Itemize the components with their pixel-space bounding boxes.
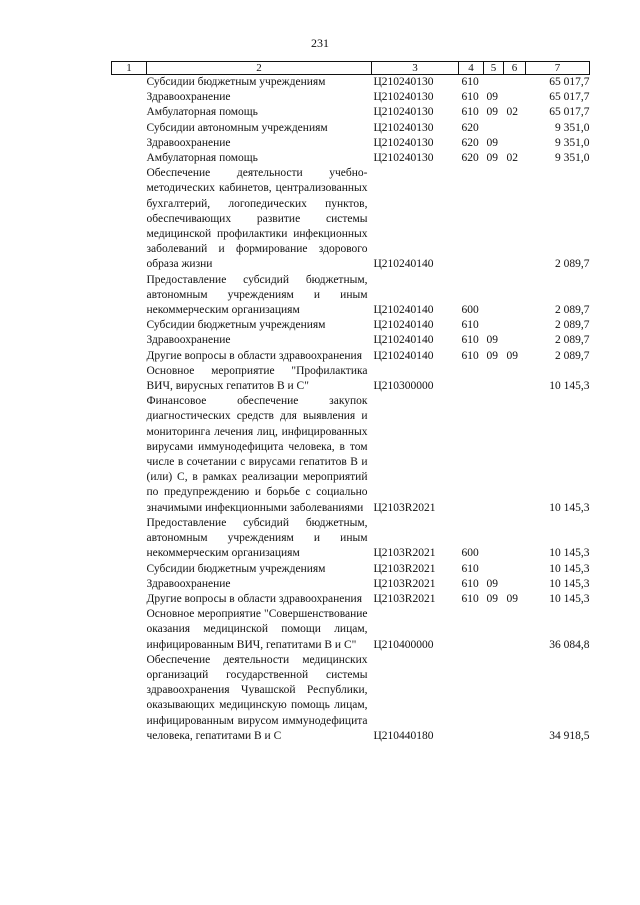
expense-type: 610 <box>461 349 479 362</box>
subsection <box>504 562 526 577</box>
header-col-7: 7 <box>526 62 590 75</box>
item-name: Субсидии бюджетным учреждениям <box>146 562 326 575</box>
target-code: Ц210240140 <box>373 349 434 362</box>
section <box>484 653 504 744</box>
empty-cell <box>112 592 147 607</box>
item-name: Другие вопросы в области здравоохранения <box>146 349 362 362</box>
header-col-6: 6 <box>504 62 526 75</box>
empty-cell <box>112 394 147 516</box>
amount: 36 084,8 <box>549 638 590 651</box>
target-code: Ц2103R2021 <box>373 501 436 514</box>
target-code: Ц210240130 <box>373 106 434 119</box>
amount: 2 089,7 <box>555 319 590 332</box>
item-name: Предоставление субсидий бюджетным, автономным учреждениям и иным некоммерческим организациям <box>146 516 368 560</box>
subsection <box>504 516 526 562</box>
table-row <box>112 653 590 744</box>
amount: 9 351,0 <box>555 121 590 134</box>
expense-type <box>459 364 484 394</box>
section: 09 <box>486 91 498 104</box>
item-name: Здравоохранение <box>146 136 231 149</box>
expense-type <box>459 653 484 744</box>
amount: 2 089,7 <box>555 334 590 347</box>
table-row <box>112 607 590 653</box>
subsection <box>504 273 526 319</box>
target-code: Ц210240130 <box>373 152 434 165</box>
table-row <box>112 121 590 136</box>
empty-cell <box>112 653 147 744</box>
amount: 2 089,7 <box>555 304 590 317</box>
expense-type: 610 <box>461 76 479 88</box>
expense-type <box>459 166 484 272</box>
section <box>484 607 504 653</box>
table-row <box>112 75 590 91</box>
subsection <box>504 394 526 516</box>
amount: 10 145,3 <box>549 501 590 514</box>
subsection <box>504 136 526 151</box>
empty-cell <box>112 90 147 105</box>
amount: 10 145,3 <box>549 592 590 605</box>
target-code: Ц210240140 <box>373 304 434 317</box>
section <box>484 562 504 577</box>
empty-cell <box>112 273 147 319</box>
section: 09 <box>486 136 498 149</box>
header-col-5: 5 <box>484 62 504 75</box>
expense-type <box>459 394 484 516</box>
subsection <box>504 333 526 348</box>
item-name: Финансовое обеспечение закупок диагностических средств для выявления и мониторинга лечения лиц, инфицированных вирусами иммунодефицита человека, в том числе в сочетании с вирусами гепатитов В и (или) С, в рамках реализации мероприятий по предупреждению и борьбе с социально значимыми инфекционными заболеваниями <box>146 395 368 514</box>
subsection <box>504 364 526 394</box>
amount: 65 017,7 <box>549 91 590 104</box>
expense-type: 610 <box>461 106 479 119</box>
empty-cell <box>112 333 147 348</box>
header-col-1: 1 <box>112 62 147 75</box>
table-row <box>112 592 590 607</box>
section: 09 <box>486 334 498 347</box>
expense-type: 610 <box>461 577 479 590</box>
table-row <box>112 105 590 120</box>
section: 09 <box>486 592 498 605</box>
section <box>484 121 504 136</box>
amount: 10 145,3 <box>549 547 590 560</box>
header-col-3: 3 <box>372 62 459 75</box>
item-name: Здравоохранение <box>146 577 231 590</box>
table-row <box>112 333 590 348</box>
section <box>484 516 504 562</box>
item-name: Обеспечение деятельности медицинских организаций государственной системы здравоохранения Чувашской Республики, оказывающих медицинскую помощь лицам, инфицированным вирусом иммунодефицита человека, гепатитами В и С <box>146 653 368 742</box>
empty-cell <box>112 75 147 91</box>
amount: 10 145,3 <box>549 380 590 393</box>
subsection <box>504 166 526 272</box>
amount: 10 145,3 <box>549 577 590 590</box>
table-row <box>112 136 590 151</box>
empty-cell <box>112 577 147 592</box>
subsection: 09 <box>506 592 518 605</box>
empty-cell <box>112 121 147 136</box>
section <box>484 75 504 91</box>
table-row <box>112 394 590 516</box>
subsection <box>504 577 526 592</box>
target-code: Ц210240130 <box>373 121 434 134</box>
item-name: Предоставление субсидий бюджетным, автономным учреждениям и иным некоммерческим организациям <box>146 273 368 317</box>
table-row <box>112 516 590 562</box>
target-code: Ц210240130 <box>373 91 434 104</box>
expense-type: 600 <box>461 304 479 317</box>
section: 09 <box>486 152 498 165</box>
item-name: Основное мероприятие "Совершенствование оказания медицинской помощи лицам, инфицированным ВИЧ, гепатитами В и С" <box>146 608 368 651</box>
expense-type: 610 <box>461 562 479 575</box>
amount: 34 918,5 <box>549 729 590 742</box>
item-name: Амбулаторная помощь <box>146 106 258 119</box>
section <box>484 318 504 333</box>
subsection <box>504 318 526 333</box>
page-number: 231 <box>311 36 329 50</box>
table-row <box>112 90 590 105</box>
header-row <box>112 62 590 75</box>
empty-cell <box>112 136 147 151</box>
section: 09 <box>486 106 498 119</box>
table-row <box>112 577 590 592</box>
empty-cell <box>112 364 147 394</box>
subsection: 09 <box>506 349 518 362</box>
target-code: Ц210300000 <box>373 380 434 393</box>
table-row <box>112 273 590 319</box>
empty-cell <box>112 349 147 364</box>
empty-cell <box>112 151 147 166</box>
section <box>484 273 504 319</box>
subsection <box>504 607 526 653</box>
empty-cell <box>112 607 147 653</box>
expense-type: 610 <box>461 592 479 605</box>
expense-type: 610 <box>461 91 479 104</box>
expense-type: 620 <box>461 136 479 149</box>
expense-type: 600 <box>461 547 479 560</box>
target-code: Ц2103R2021 <box>373 547 436 560</box>
subsection: 02 <box>506 152 518 165</box>
table-row <box>112 349 590 364</box>
target-code: Ц210440180 <box>373 729 434 742</box>
item-name: Субсидии бюджетным учреждениям <box>146 76 326 88</box>
empty-cell <box>112 166 147 272</box>
amount: 2 089,7 <box>555 258 590 271</box>
target-code: Ц210240140 <box>373 319 434 332</box>
subsection <box>504 90 526 105</box>
target-code: Ц2103R2021 <box>373 577 436 590</box>
target-code: Ц210400000 <box>373 638 434 651</box>
section <box>484 166 504 272</box>
amount: 9 351,0 <box>555 152 590 165</box>
target-code: Ц2103R2021 <box>373 562 436 575</box>
item-name: Основное мероприятие "Профилактика ВИЧ, вирусных гепатитов В и С" <box>146 364 368 393</box>
table-row <box>112 364 590 394</box>
expense-type: 620 <box>461 152 479 165</box>
expense-type: 610 <box>461 334 479 347</box>
amount: 10 145,3 <box>549 562 590 575</box>
section <box>484 364 504 394</box>
header-col-4: 4 <box>459 62 484 75</box>
table-row <box>112 166 590 272</box>
header-col-2: 2 <box>147 62 372 75</box>
item-name: Другие вопросы в области здравоохранения <box>146 592 362 605</box>
empty-cell <box>112 562 147 577</box>
item-name: Здравоохранение <box>146 91 231 104</box>
item-name: Здравоохранение <box>146 334 231 347</box>
budget-table <box>111 61 589 744</box>
target-code: Ц210240140 <box>373 258 434 271</box>
target-code: Ц210240130 <box>373 76 434 88</box>
target-code: Ц210240130 <box>373 136 434 149</box>
section: 09 <box>486 577 498 590</box>
section: 09 <box>486 349 498 362</box>
item-name: Обеспечение деятельности учебно-методических кабинетов, централизованных бухгалтерий, логопедических пунктов, обеспечивающих развитие системы медицинской профилактики инфекционных заболеваний и формирование здорового образа жизни <box>146 167 368 271</box>
expense-type: 610 <box>461 319 479 332</box>
table-row <box>112 151 590 166</box>
expense-type <box>459 607 484 653</box>
subsection: 02 <box>506 106 518 119</box>
table-row <box>112 562 590 577</box>
item-name: Амбулаторная помощь <box>146 152 258 165</box>
expense-type: 620 <box>461 121 479 134</box>
table-row <box>112 318 590 333</box>
subsection <box>504 121 526 136</box>
amount: 65 017,7 <box>549 76 590 88</box>
amount: 9 351,0 <box>555 136 590 149</box>
amount: 65 017,7 <box>549 106 590 119</box>
section <box>484 394 504 516</box>
target-code: Ц2103R2021 <box>373 592 436 605</box>
item-name: Субсидии бюджетным учреждениям <box>146 319 326 332</box>
subsection <box>504 75 526 91</box>
item-name: Субсидии автономным учреждениям <box>146 121 328 134</box>
amount: 2 089,7 <box>555 349 590 362</box>
empty-cell <box>112 105 147 120</box>
subsection <box>504 653 526 744</box>
empty-cell <box>112 516 147 562</box>
empty-cell <box>112 318 147 333</box>
target-code: Ц210240140 <box>373 334 434 347</box>
